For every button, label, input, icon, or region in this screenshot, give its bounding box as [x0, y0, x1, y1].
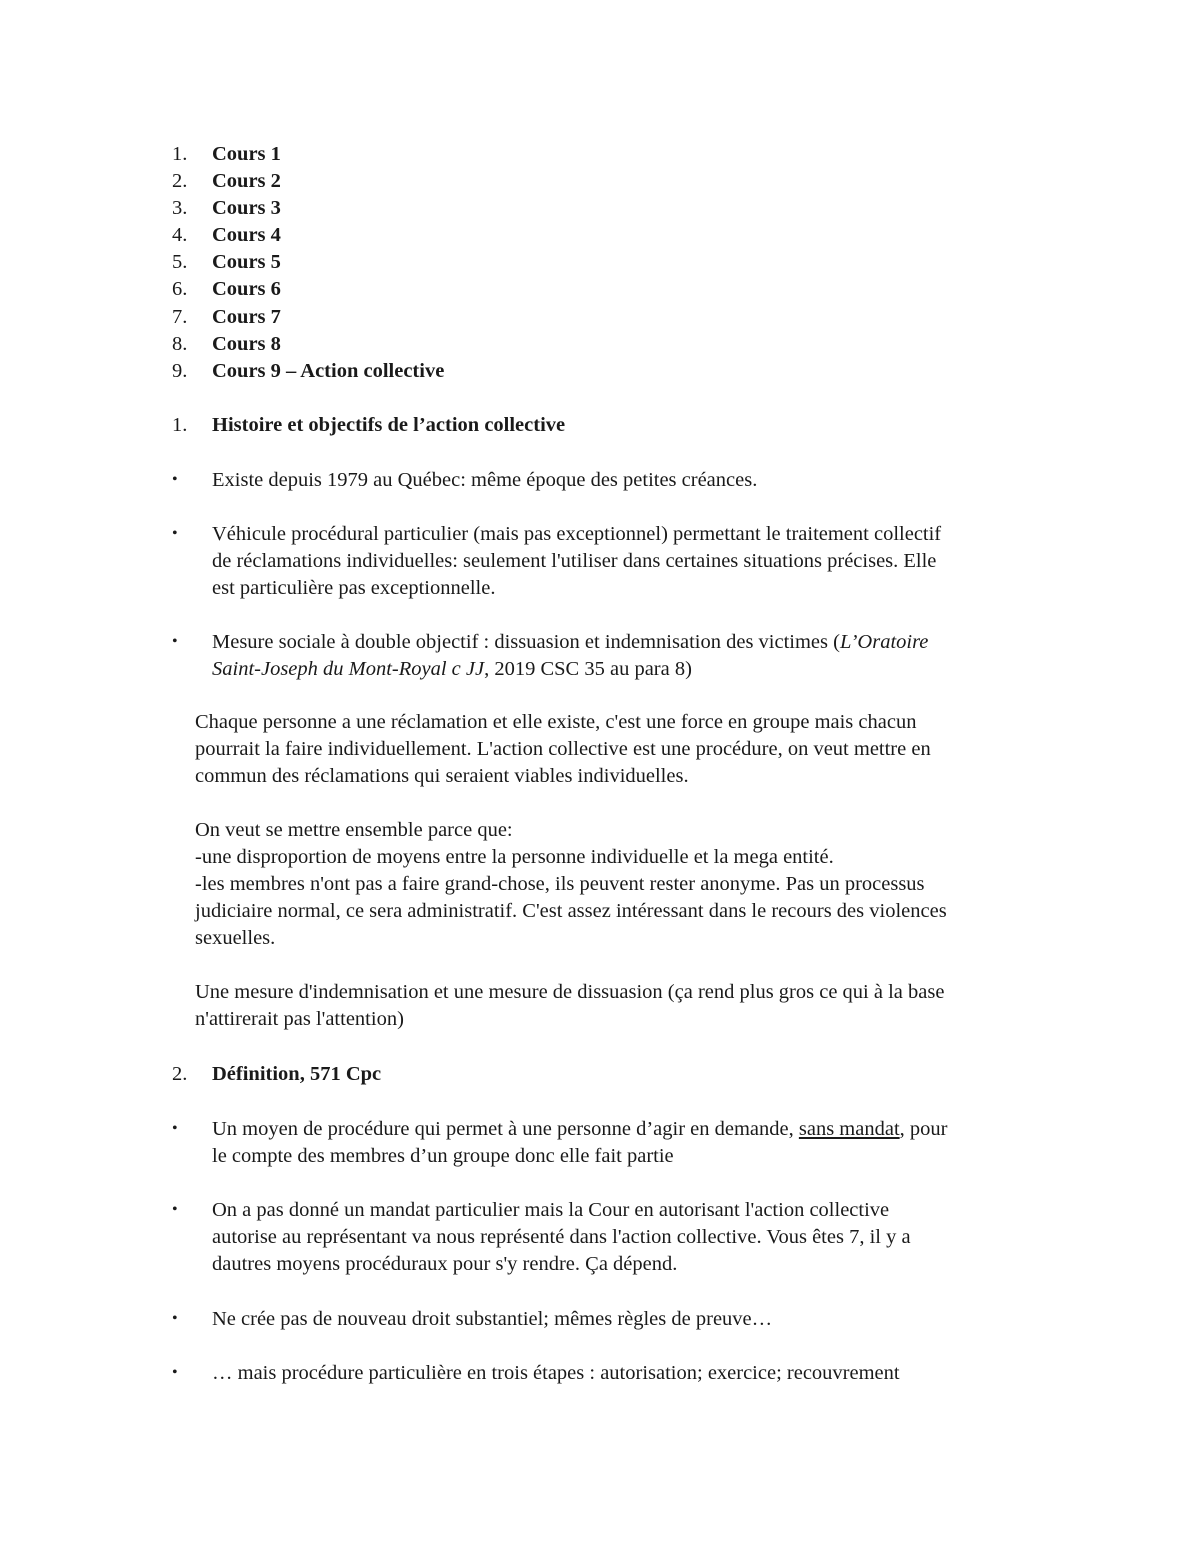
bullet-icon: • — [172, 1120, 178, 1137]
case-citation: L’Oratoire — [839, 631, 929, 653]
bullet-icon: • — [172, 1364, 178, 1381]
bullet-icon: • — [172, 525, 178, 542]
paragraph: Une mesure d'indemnisation et une mesure de dissuasion (ça rend plus gros ce qui à la base n'attirerait pas l'attention) — [195, 981, 945, 1030]
case-citation: Saint-Joseph du Mont-Royal c JJ — [212, 658, 485, 680]
bullet-icon: • — [172, 1310, 178, 1327]
paragraph: On veut se mettre ensemble parce que: -une disproportion de moyens entre la personne individuelle et la mega entité. -les membres n'ont pas a faire grand-chose, ils peuvent rester anonyme. Pas un processus judiciaire normal, ce sera administratif. C'est assez intéressant dans le recours des violences sexuelles. — [195, 819, 947, 949]
bullet-icon: • — [172, 633, 178, 650]
underlined-term: sans mandat — [798, 1118, 900, 1140]
bullet-icon: • — [172, 471, 178, 488]
paragraph: Chaque personne a une réclamation et elle existe, c'est une force en groupe mais chacun pourrait la faire individuellement. L'action collective est une procédure, on veut mettre en commun des réclamations qui seraient viables individuelles. — [195, 711, 931, 787]
bullet-icon: • — [172, 1201, 178, 1218]
document-page: 1. Cours 1 2. Cours 2 3. Cours 3 4. Cours 4 5. Cours 5 6. Cours 6 7. Cours 7 8. Cours 8 9. Cours 9 – Action collective 1. Histoire et objectifs de l’action collective • Existe depuis 1979 au Québec: même époque des petites créances. • Véhicule procédural particulier (mais pas exceptionnel) permettant le traitement collectif de réclamations individuelles: seulement l'utiliser dans certaines situations précises. Elle est particulière pas exceptionnelle. • Mesure sociale à double objectif : dissuasion et indemnisation des victimes (L’Oratoire Saint-Joseph du Mont-Royal c JJ, 2019 CSC 35 au para 8) Chaque personne a une réclamation et elle existe, c'est une force en groupe mais chacun pourrait la faire individuellement. L'action collective est une procédure, on veut mettre en commun des réclamations qui seraient viables individuelles. On veut se mettre ensemble parce que: -une disproportion de moyens entre la personne individuelle et la mega entité. -les membres n'ont pas a faire grand-chose, ils peuvent rester anonyme. Pas un processus judiciaire normal, ce sera administratif. C'est assez intéressant dans le recours des violences sexuelles. Une mesure d'indemnisation et une mesure de dissuasion (ça rend plus gros ce qui à la base n'attirerait pas l'attention) 2. Définition, 571 Cpc • Un moyen de procédure qui permet à une personne d’agir en demande, sans mandat, pour le compte des membres d’un groupe donc elle fait partie • On a pas donné un mandat particulier mais la Cour en autorisant l'action collective autorise au représentant va nous représenté dans l'action collective. Vous êtes 7, il y a dautres moyens procéduraux pour s'y rendre. Ça dépend. • Ne crée pas de nouveau droit substantiel; mêmes règles de preuve… • … mais procédure particulière en trois étapes : autorisation; exercice; recouvrement — [172, 143, 948, 1384]
